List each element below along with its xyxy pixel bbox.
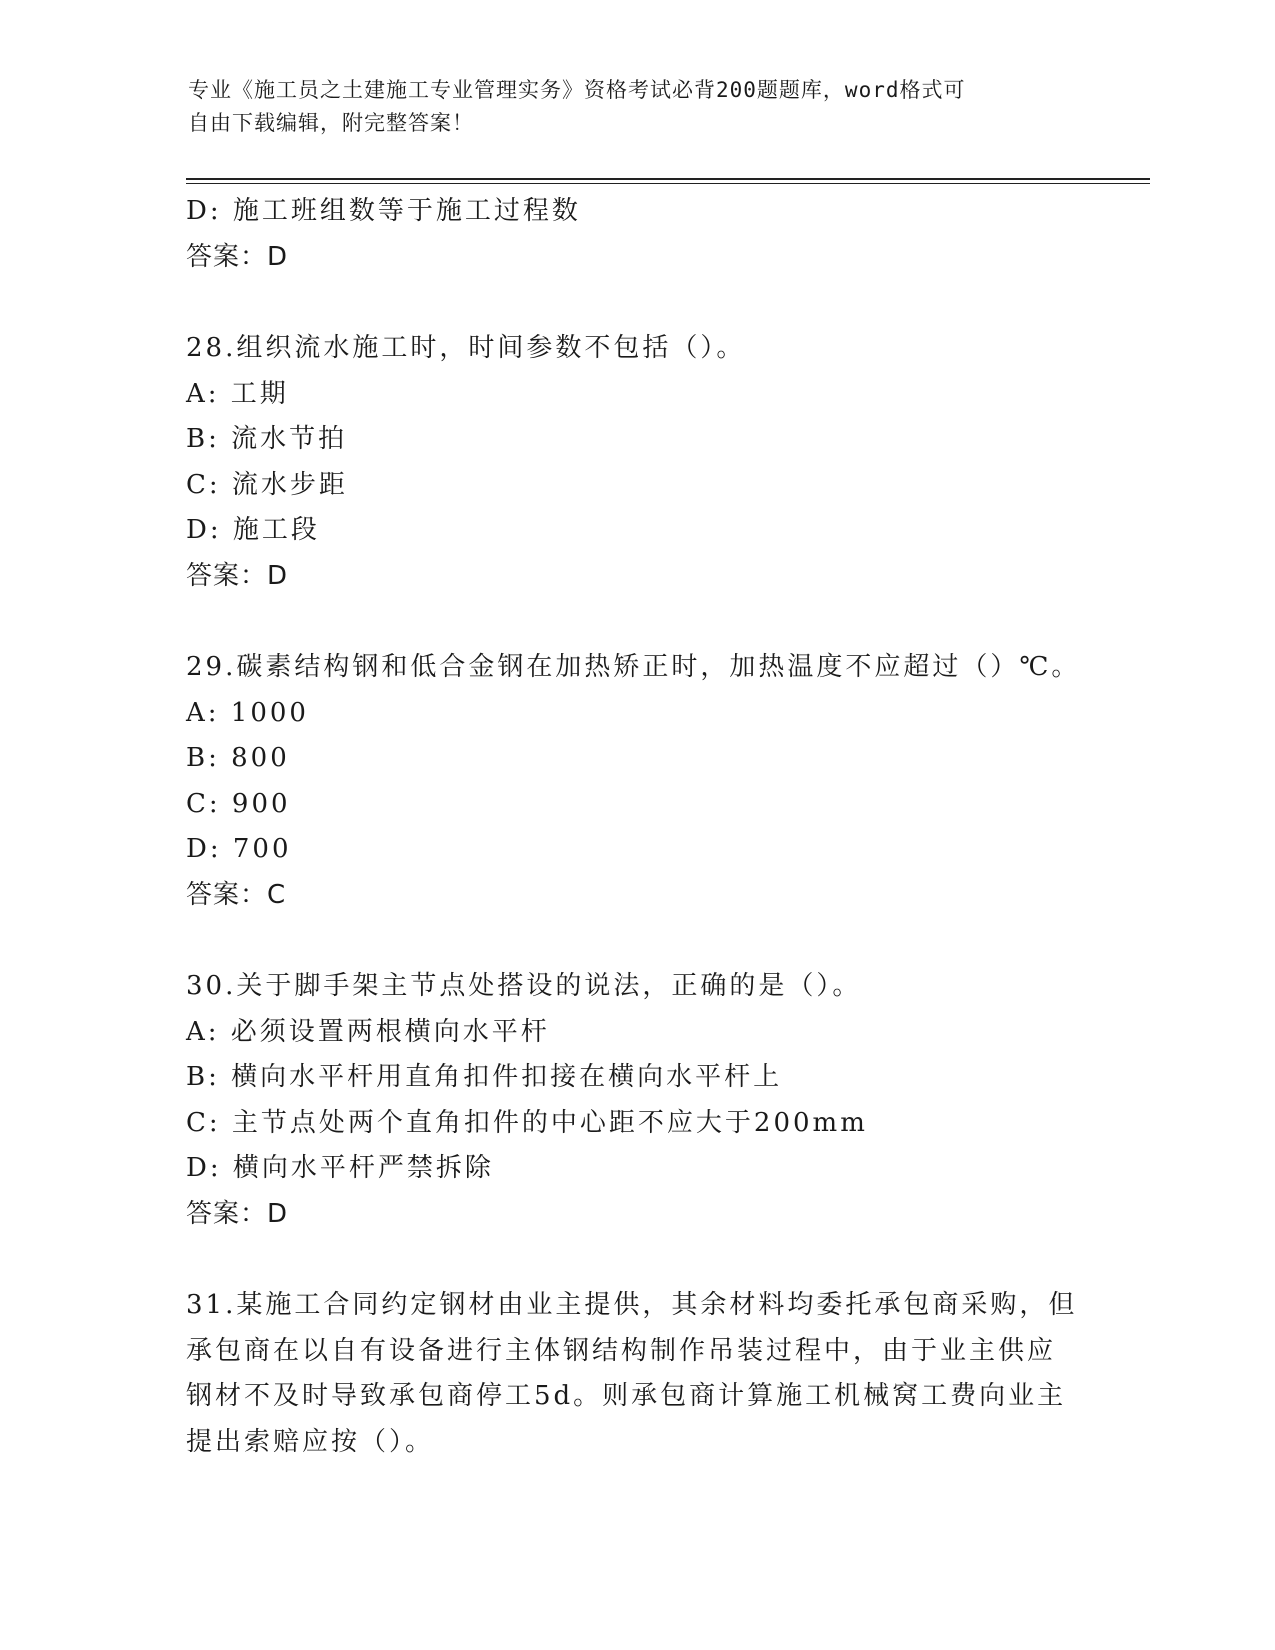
question-list	[186, 189, 1086, 1465]
answer-line: 答案：D	[186, 1198, 289, 1229]
question-28	[186, 326, 1086, 599]
question-stem: 28.组织流水施工时，时间参数不包括（）。	[186, 333, 746, 363]
option-b: B: 横向水平杆用直角扣件扣接在横向水平杆上	[186, 1062, 783, 1092]
option-c: C: 流水步距	[186, 469, 348, 500]
option-d: D: 700	[186, 834, 292, 864]
answer-line: 答案：D	[186, 241, 289, 272]
header-line-1: 专业《施工员之土建施工专业管理实务》资格考试必背200题题库，word格式可	[188, 78, 966, 102]
question-stem-line-4: 提出索赔应按（）。	[186, 1426, 435, 1457]
header-divider-thick	[186, 178, 1150, 180]
spacer	[186, 918, 1086, 964]
answer-line: 答案：C	[186, 879, 287, 910]
option-a: A: 1000	[186, 697, 309, 728]
question-stem: 29.碳素结构钢和低合金钢在加热矫正时，加热温度不应超过（）℃。	[186, 652, 1081, 682]
spacer	[186, 599, 1086, 645]
answer-line: 答案：D	[186, 560, 289, 591]
spacer	[186, 1237, 1086, 1283]
option-a: A: 必须设置两根横向水平杆	[186, 1016, 550, 1047]
header-line-2: 自由下载编辑，附完整答案！	[188, 111, 474, 135]
question-31	[186, 1283, 1078, 1465]
question-stem-line-2: 承包商在以自有设备进行主体钢结构制作吊装过程中，由于业主供应	[186, 1335, 1057, 1366]
option-b: B: 800	[186, 743, 290, 773]
option-d: D: 施工段	[186, 515, 320, 545]
header-divider-thin	[186, 183, 1150, 184]
option-c: C: 主节点处两个直角扣件的中心距不应大于200mm	[186, 1107, 868, 1138]
option-a: A: 工期	[186, 378, 289, 409]
question-30	[186, 964, 1086, 1237]
option-d: D: 横向水平杆严禁拆除	[186, 1153, 494, 1183]
option-d: D: 施工班组数等于施工过程数	[186, 196, 581, 226]
question-stem-line-3: 钢材不及时导致承包商停工5d。则承包商计算施工机械窝工费向业主	[186, 1381, 1067, 1411]
spacer	[186, 280, 1086, 326]
option-c: C: 900	[186, 788, 291, 819]
question-29	[186, 645, 1086, 918]
question-stem: 30.关于脚手架主节点处搭设的说法，正确的是（）。	[186, 971, 862, 1001]
question-stem-line-1: 31.某施工合同约定钢材由业主提供，其余材料均委托承包商采购，但	[186, 1290, 1078, 1320]
option-b: B: 流水节拍	[186, 424, 348, 454]
document-header	[188, 74, 1068, 140]
